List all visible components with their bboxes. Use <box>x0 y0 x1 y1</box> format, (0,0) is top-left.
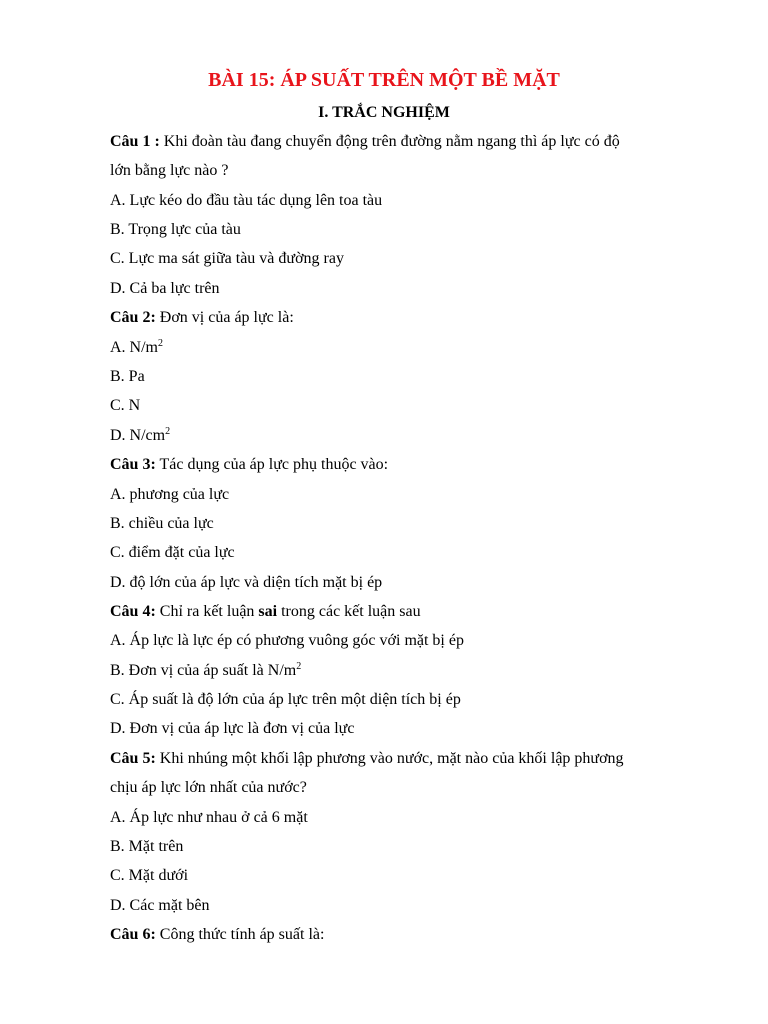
answer-option <box>110 660 710 682</box>
answer-text: B. Đơn vị của áp suất là N/m <box>110 662 297 679</box>
question-text: Tác dụng của áp lực phụ thuộc vào: <box>159 456 389 473</box>
answer-text: D. N/cm <box>110 427 166 444</box>
answer-option: C. Áp suất là độ lớn của áp lực trên một diện tích bị ép <box>110 691 461 708</box>
page-title: BÀI 15: ÁP SUẤT TRÊN MỘT BỀ MẶT <box>208 69 560 91</box>
answer-option: B. Trọng lực của tàu <box>110 221 241 238</box>
answer-option: D. Đơn vị của áp lực là đơn vị của lực <box>110 720 355 737</box>
question-text: trong các kết luận sau <box>281 603 421 620</box>
question-label: Câu 5: <box>110 750 156 767</box>
question-label: Câu 3: <box>110 456 156 473</box>
answer-option <box>110 425 710 447</box>
question-emphasis: sai <box>258 603 278 620</box>
question-5-continued: chịu áp lực lớn nhất của nước? <box>110 779 307 796</box>
question-text: Khi đoàn tàu đang chuyển động trên đường nằm ngang thì áp lực có độ <box>163 133 620 150</box>
question-label: Câu 1 : <box>110 133 160 150</box>
question-2 <box>110 307 710 329</box>
answer-option: B. Mặt trên <box>110 838 184 855</box>
question-text: Công thức tính áp suất là: <box>159 926 325 943</box>
answer-option: B. chiều của lực <box>110 515 214 532</box>
answer-option: A. Lực kéo do đầu tàu tác dụng lên toa tàu <box>110 192 383 209</box>
question-label: Câu 2: <box>110 309 156 326</box>
answer-option: A. Áp lực như nhau ở cả 6 mặt <box>110 809 308 826</box>
answer-option: D. Các mặt bên <box>110 897 210 914</box>
superscript: 2 <box>296 661 302 672</box>
answer-option: A. phương của lực <box>110 486 230 503</box>
question-1 <box>110 131 710 153</box>
answer-option: A. Áp lực là lực ép có phương vuông góc với mặt bị ép <box>110 632 464 649</box>
question-1-continued: lớn bằng lực nào ? <box>110 162 229 179</box>
question-6 <box>110 924 710 946</box>
superscript: 2 <box>158 338 163 349</box>
question-text: Khi nhúng một khối lập phương vào nước, mặt nào của khối lập phương <box>159 750 624 767</box>
superscript: 2 <box>165 426 171 437</box>
answer-text: A. N/m <box>110 339 158 356</box>
question-5 <box>110 748 710 770</box>
answer-option: C. Mặt dưới <box>110 867 189 884</box>
answer-option: D. Cả ba lực trên <box>110 280 220 297</box>
answer-option: C. Lực ma sát giữa tàu và đường ray <box>110 250 344 267</box>
answer-option: C. N <box>110 397 141 414</box>
section-heading: I. TRẮC NGHIỆM <box>318 104 450 121</box>
question-text: Chỉ ra kết luận <box>159 603 255 620</box>
question-text: Đơn vị của áp lực là: <box>159 309 294 326</box>
answer-option: D. độ lớn của áp lực và diện tích mặt bị ép <box>110 574 383 591</box>
question-label: Câu 6: <box>110 926 156 943</box>
question-4 <box>110 601 710 623</box>
answer-option <box>110 337 710 359</box>
question-3 <box>110 454 710 476</box>
answer-option: B. Pa <box>110 368 145 385</box>
answer-option: C. điểm đặt của lực <box>110 544 235 561</box>
question-label: Câu 4: <box>110 603 156 620</box>
